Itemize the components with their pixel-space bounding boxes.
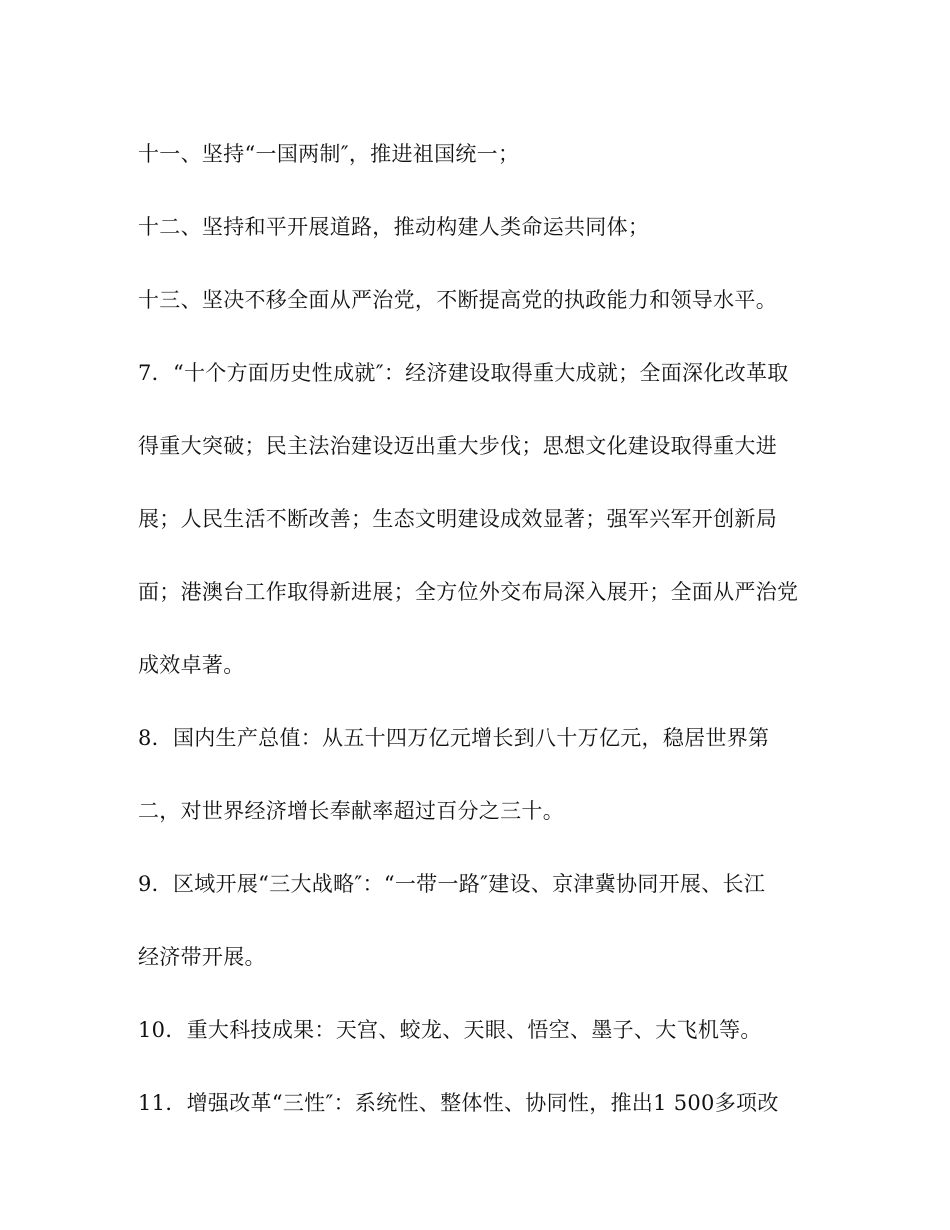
text-line-point-7-cont-1: 得重大突破；民主法治建设迈出重大步伐；思想文化建设取得重大进 [138,434,777,458]
text-line-point-7-cont-2: 展；人民生活不断改善；生态文明建设成效显著；强军兴军开创新局 [138,507,777,531]
text-line-point-8-cont: 二，对世界经济增长奉献率超过百分之三十。 [138,799,564,823]
text-line-point-11: 11．增强改革“三性″：系统性、整体性、协同性，推出1 500多项改 [138,1091,779,1115]
text-line-item-13: 十三、坚决不移全面从严治党，不断提高党的执政能力和领导水平。 [138,288,777,312]
text-line-item-11: 十一、坚持“一国两制″，推进祖国统一； [138,142,520,166]
text-line-point-7: 7．“十个方面历史性成就″：经济建设取得重大成就；全面深化改革取 [138,361,789,385]
text-line-point-8: 8．国内生产总值：从五十四万亿元增长到八十万亿元，稳居世界第 [138,726,770,750]
text-line-point-10: 10．重大科技成果：天宫、蛟龙、天眼、悟空、墨子、大飞机等。 [138,1018,762,1042]
text-line-point-9-cont: 经济带开展。 [138,945,266,969]
text-line-item-12: 十二、坚持和平开展道路，推动构建人类命运共同体； [138,215,650,239]
text-line-point-7-cont-3: 面；港澳台工作取得新进展；全方位外交布局深入展开；全面从严治党 [138,580,799,604]
document-body [138,118,828,1140]
text-line-point-9: 9．区域开展“三大战略″：“一带一路″建设、京津冀协同开展、长江 [138,872,766,896]
text-line-point-7-cont-4: 成效卓著。 [138,653,245,677]
